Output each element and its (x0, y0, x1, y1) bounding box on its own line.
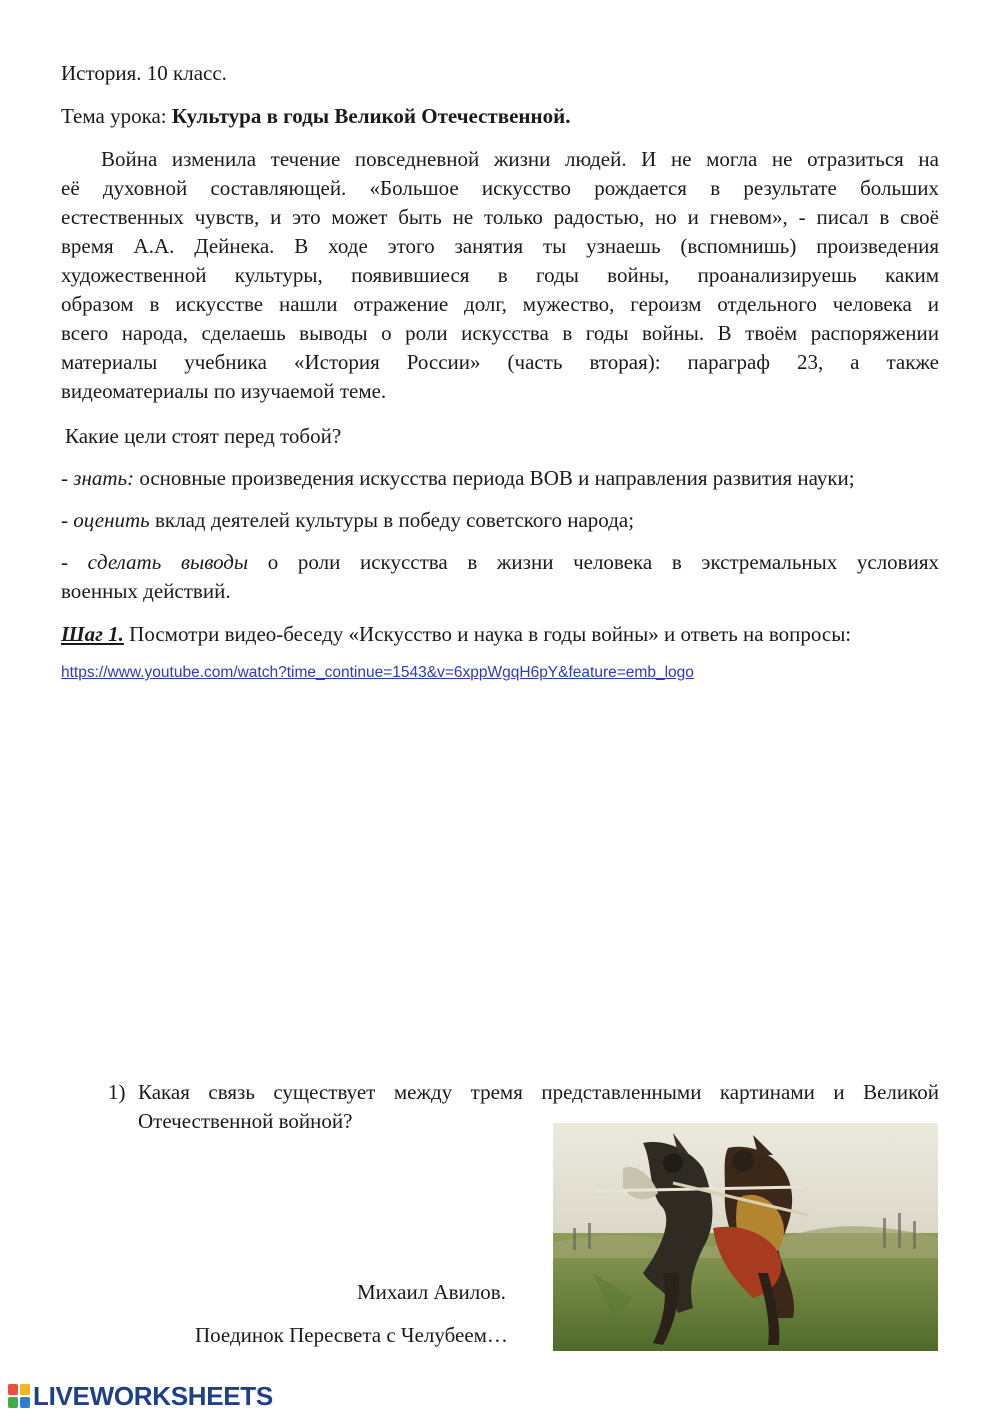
goal-continuation: военных действий. (61, 579, 231, 603)
liveworksheets-logo-text: LIVEWORKSHEETS (33, 1380, 273, 1411)
topic-title: Культура в годы Великой Отечественной. (171, 104, 571, 128)
painting-title: Поединок Пересвета с Челубеем… (195, 1323, 508, 1347)
intro-line: Война изменила течение повседневной жизни людей. И не могла не отразиться на (101, 147, 939, 171)
liveworksheets-logo[interactable] (8, 1381, 273, 1411)
goals-question: Какие цели стоят перед тобой? (65, 424, 342, 448)
question-number: 1) (108, 1080, 126, 1104)
question-text-line: Отечественной войной? (138, 1109, 353, 1133)
painting-illustration (553, 1123, 938, 1351)
goal-item: - сделать выводы о роли искусства в жизни человека в экстремальных условиях (61, 550, 939, 574)
topic-line (61, 102, 939, 131)
intro-line: время А.А. Дейнека. В ходе этого занятия ты узнаешь (вспомнишь) произведения (61, 234, 939, 258)
step1-text: Посмотри видео-беседу «Искусство и наука в годы войны» и ответь на вопросы: (123, 622, 852, 646)
painting-image (553, 1123, 938, 1351)
video-link[interactable]: https://www.youtube.com/watch?time_continue=1543&v=6xppWgqH6pY&feature=emb_logo (61, 664, 694, 681)
step1-line (61, 620, 939, 649)
goal-item: - оценить вклад деятелей культуры в победу советского народа; (61, 508, 635, 532)
intro-line: материалы учебника «История России» (часть вторая): параграф 23, а также (61, 350, 939, 374)
goal-keyword: знать: (73, 466, 135, 490)
intro-line: всего народа, сделаешь выводы о роли искусства в годы войны. В твоём распоряжении (61, 321, 939, 345)
liveworksheets-logo-icon (8, 1384, 30, 1408)
intro-line: художественной культуры, появившиеся в годы войны, проанализируешь каким (61, 263, 939, 287)
goal-item: - знать: основные произведения искусства периода ВОВ и направления развития науки; (61, 466, 855, 490)
goal-keyword: сделать выводы (87, 550, 249, 574)
intro-line: образом в искусстве нашли отражение долг, мужество, героизм отдельного человека и (61, 292, 939, 316)
step1-label: Шаг 1. (61, 622, 124, 646)
intro-line: видеоматериалы по изучаемой теме. (61, 379, 387, 403)
subject-line: История. 10 класс. (61, 61, 227, 85)
intro-line: её духовной составляющей. «Большое искусство рождается в результате больших (61, 176, 939, 200)
painting-author: Михаил Авилов. (357, 1280, 506, 1304)
intro-line: естественных чувств, и это может быть не только радостью, но и гневом», - писал в своё (61, 205, 939, 229)
topic-prefix: Тема урока: (61, 104, 172, 128)
question-text-line: Какая связь существует между тремя представленными картинами и Великой (138, 1080, 939, 1104)
goal-keyword: оценить (73, 508, 150, 532)
